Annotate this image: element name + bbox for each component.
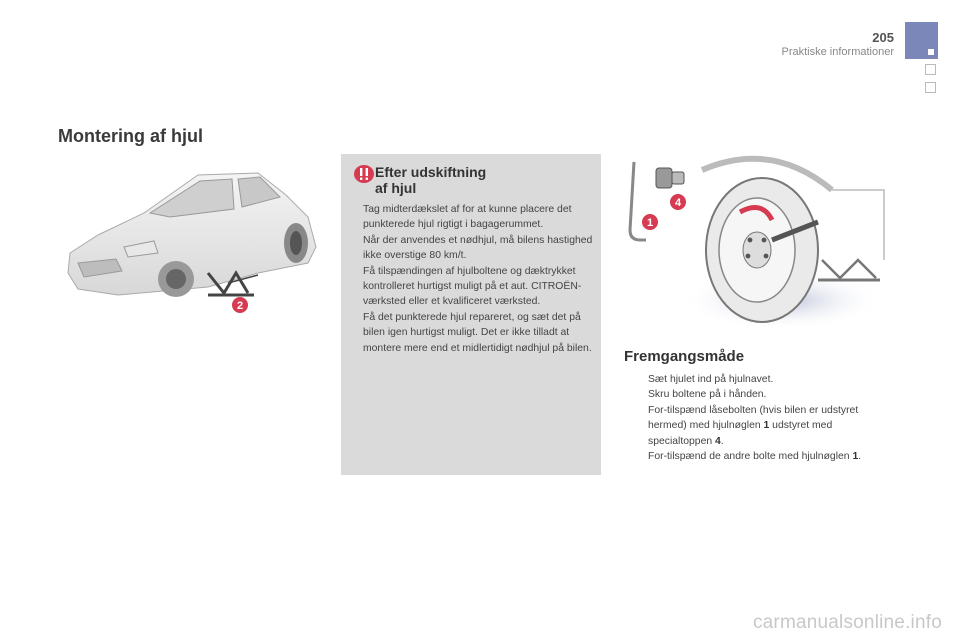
chapter-tab xyxy=(905,22,938,59)
tab-box-empty xyxy=(925,64,936,75)
callout-number: 4 xyxy=(674,197,682,209)
procedure-step xyxy=(624,387,864,402)
warning-box xyxy=(341,154,601,475)
step-ref: 1 xyxy=(763,420,770,432)
warning-title-line: Efter udskiftning xyxy=(375,164,487,180)
step-text: Skru boltene på i hånden. xyxy=(648,389,767,401)
car-jack-illustration xyxy=(58,155,328,320)
page-number: 205 xyxy=(872,30,894,45)
warning-paragraph: Når der anvendes et nødhjul, må bilens hastighed ikke overstige 80 km/t. xyxy=(363,234,593,262)
warning-paragraph: Tag midterdækslet af for at kunne placere det punkterede hjul rigtigt i bagagerummet. xyxy=(363,204,572,231)
watermark: carmanualsonline.info xyxy=(752,612,942,633)
warning-icon xyxy=(353,164,375,184)
step-text: udstyret med specialtoppen xyxy=(648,420,833,447)
procedure-step xyxy=(624,449,864,464)
wheel-mounting-illustration xyxy=(622,150,888,335)
callout-number: 1 xyxy=(646,217,654,229)
step-text: For-tilspænd de andre bolte med hjulnøglen xyxy=(648,451,853,463)
warning-title-line: af hjul xyxy=(375,180,417,196)
callout-number: 2 xyxy=(236,300,244,312)
section-title: Praktiske informationer xyxy=(781,46,894,58)
warning-paragraph: Få tilspændingen af hjulboltene og dæktrykket kontrolleret hurtigst muligt på et aut. CITROËN-værksted eller et kvalificeret værksted. xyxy=(363,265,582,308)
procedure-list xyxy=(624,372,864,464)
warning-title xyxy=(375,164,575,196)
step-text: For-tilspænd låsebolten (hvis bilen er udstyret hermed) med hjulnøglen xyxy=(648,404,859,432)
warning-paragraph: Få det punkterede hjul repareret, og sæt det på bilen igen hurtigst muligt. Det er ikke tilladt at montere mere end et midlertidigt nødhjul på bilen. xyxy=(363,311,592,354)
tab-square xyxy=(928,49,934,55)
warning-body xyxy=(363,202,595,356)
procedure-step xyxy=(624,403,864,449)
step-ref: 4 xyxy=(715,435,721,447)
step-text: . xyxy=(858,451,862,463)
step-text: Sæt hjulet ind på hjulnavet. xyxy=(648,374,774,385)
step-ref: 1 xyxy=(852,451,859,463)
page-title: Montering af hjul xyxy=(58,126,203,146)
procedure-step xyxy=(624,372,864,387)
procedure-title: Fremgangsmåde xyxy=(624,348,745,365)
step-text: . xyxy=(720,435,724,447)
tab-box-empty xyxy=(925,82,936,93)
